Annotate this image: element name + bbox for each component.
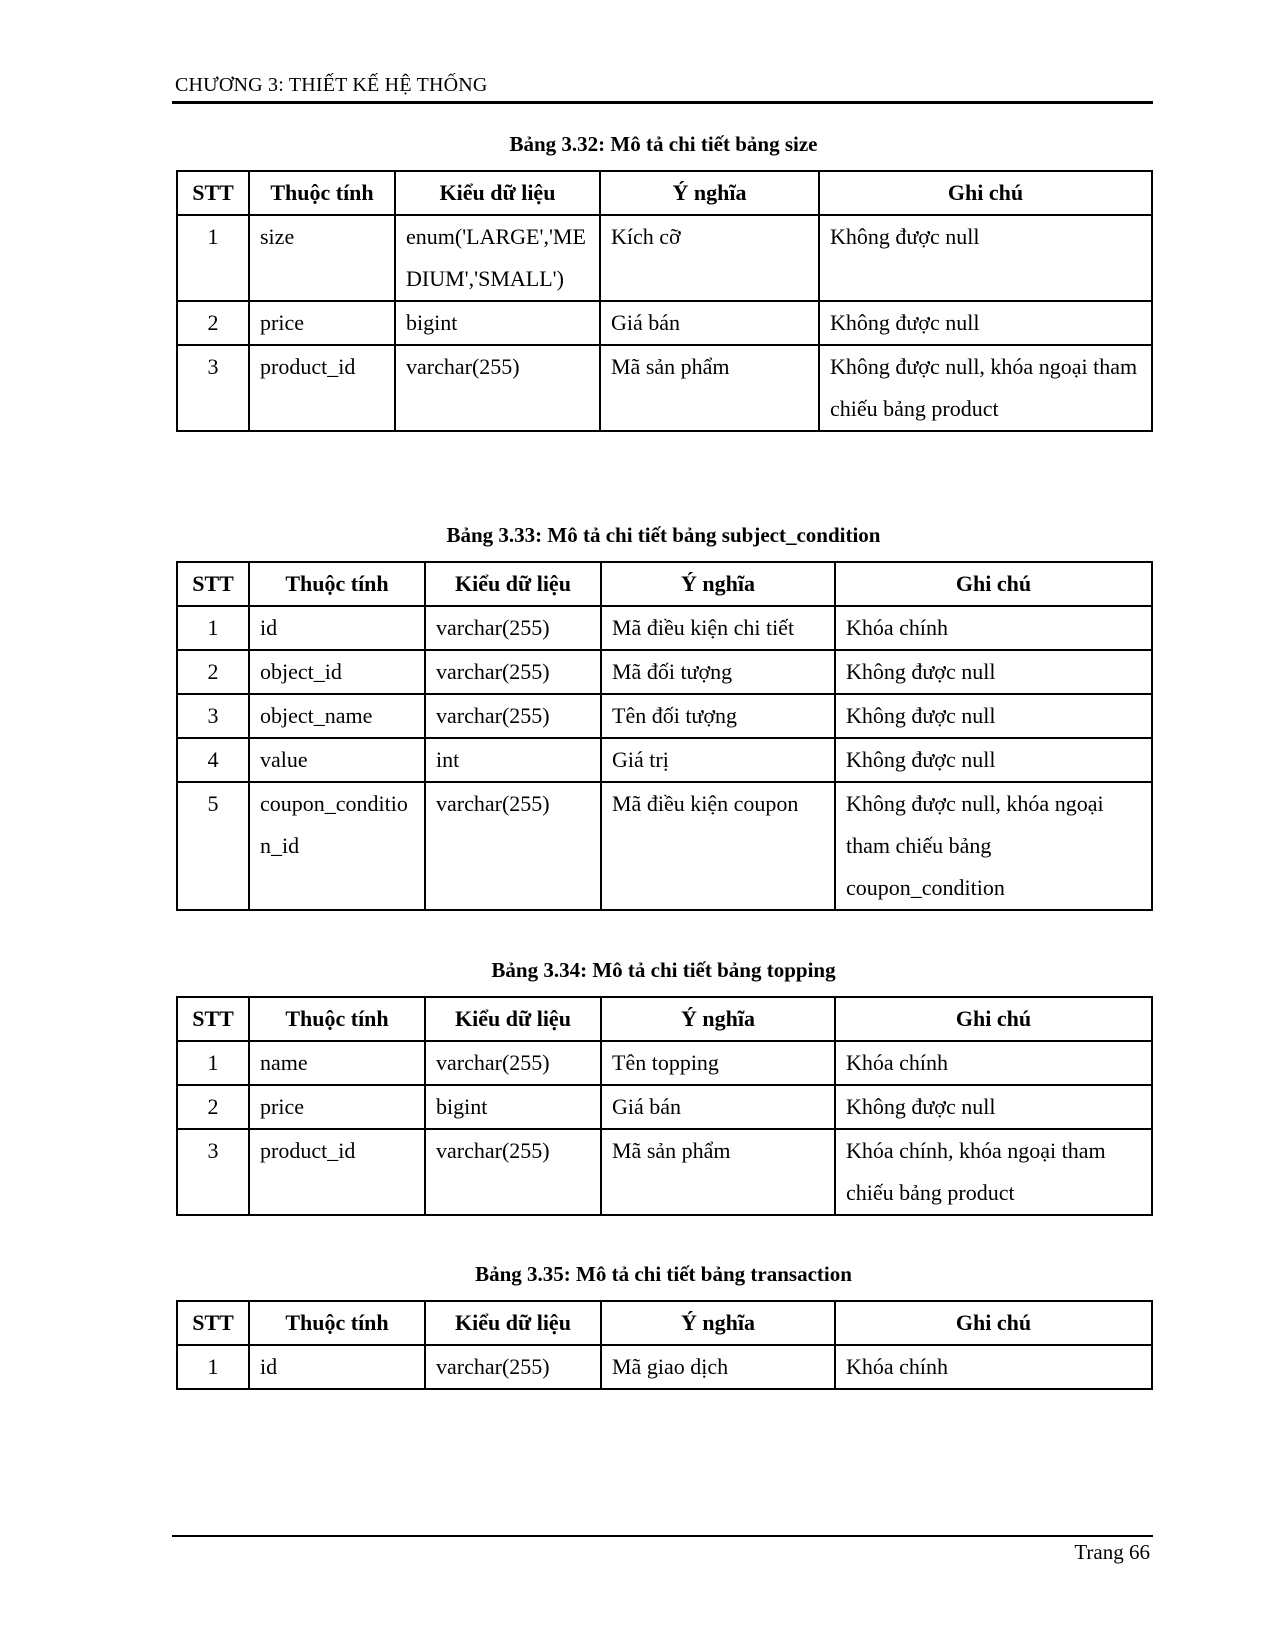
cell-note: Khóa chính: [835, 1041, 1152, 1085]
table-row: [177, 301, 1152, 345]
cell-note: Khóa chính: [835, 606, 1152, 650]
table-row: [177, 1129, 1152, 1215]
cell-note: Không được null: [835, 738, 1152, 782]
header-note: Ghi chú: [835, 562, 1152, 606]
table-row: [177, 738, 1152, 782]
table-caption: Bảng 3.34: Mô tả chi tiết bảng topping: [491, 958, 836, 982]
cell-meaning: Giá trị: [601, 738, 835, 782]
cell-data-type: varchar(255): [425, 1129, 601, 1215]
cell-stt: 1: [177, 215, 249, 301]
cell-note: Không được null: [835, 650, 1152, 694]
header-attribute: Thuộc tính: [249, 562, 425, 606]
cell-data-type: varchar(255): [425, 1041, 601, 1085]
table-header-row: [177, 997, 1152, 1041]
cell-attribute: value: [249, 738, 425, 782]
header-attribute: Thuộc tính: [249, 1301, 425, 1345]
header-data-type: Kiểu dữ liệu: [425, 562, 601, 606]
cell-data-type: enum('LARGE','MEDIUM','SMALL'): [395, 215, 600, 301]
table-row: [177, 782, 1152, 910]
header-stt: STT: [177, 171, 249, 215]
cell-data-type: bigint: [425, 1085, 601, 1129]
cell-note: Không được null: [819, 215, 1152, 301]
cell-meaning: Giá bán: [601, 1085, 835, 1129]
cell-stt: 5: [177, 782, 249, 910]
table-caption: Bảng 3.33: Mô tả chi tiết bảng subject_condition: [446, 523, 881, 547]
cell-attribute: object_name: [249, 694, 425, 738]
cell-meaning: Mã điều kiện coupon: [601, 782, 835, 910]
cell-note: Khóa chính, khóa ngoại tham chiếu bảng product: [835, 1129, 1152, 1215]
table-row: [177, 1085, 1152, 1129]
cell-data-type: varchar(255): [425, 606, 601, 650]
header-data-type: Kiểu dữ liệu: [395, 171, 600, 215]
cell-attribute: price: [249, 1085, 425, 1129]
cell-meaning: Tên đối tượng: [601, 694, 835, 738]
cell-stt: 2: [177, 650, 249, 694]
cell-attribute: id: [249, 606, 425, 650]
cell-attribute: product_id: [249, 1129, 425, 1215]
cell-stt: 3: [177, 345, 249, 431]
table-header-row: [177, 562, 1152, 606]
cell-data-type: varchar(255): [395, 345, 600, 431]
header-note: Ghi chú: [835, 1301, 1152, 1345]
cell-meaning: Mã điều kiện chi tiết: [601, 606, 835, 650]
cell-note: Không được null, khóa ngoại tham chiếu bảng product: [819, 345, 1152, 431]
cell-meaning: Tên topping: [601, 1041, 835, 1085]
table-row: [177, 215, 1152, 301]
subject-condition-table: [176, 561, 1153, 911]
table-caption: Bảng 3.35: Mô tả chi tiết bảng transaction: [475, 1262, 852, 1286]
cell-stt: 1: [177, 1345, 249, 1389]
cell-meaning: Giá bán: [600, 301, 819, 345]
header-stt: STT: [177, 997, 249, 1041]
table-row: [177, 606, 1152, 650]
table-header-row: [177, 171, 1152, 215]
cell-attribute: product_id: [249, 345, 395, 431]
table-row: [177, 345, 1152, 431]
cell-note: Không được null: [835, 1085, 1152, 1129]
cell-data-type: varchar(255): [425, 1345, 601, 1389]
cell-note: Không được null: [819, 301, 1152, 345]
table-row: [177, 650, 1152, 694]
cell-attribute: size: [249, 215, 395, 301]
cell-data-type: varchar(255): [425, 650, 601, 694]
header-meaning: Ý nghĩa: [600, 171, 819, 215]
cell-note: Không được null, khóa ngoại tham chiếu bảng coupon_condition: [835, 782, 1152, 910]
chapter-header: CHƯƠNG 3: THIẾT KẾ HỆ THỐNG: [175, 74, 488, 96]
topping-table: [176, 996, 1153, 1216]
header-stt: STT: [177, 1301, 249, 1345]
transaction-table: [176, 1300, 1153, 1390]
cell-meaning: Mã sản phẩm: [600, 345, 819, 431]
cell-meaning: Mã sản phẩm: [601, 1129, 835, 1215]
cell-stt: 2: [177, 301, 249, 345]
cell-attribute: price: [249, 301, 395, 345]
header-attribute: Thuộc tính: [249, 171, 395, 215]
cell-data-type: int: [425, 738, 601, 782]
cell-stt: 2: [177, 1085, 249, 1129]
cell-note: Không được null: [835, 694, 1152, 738]
size-table: [176, 170, 1153, 432]
cell-stt: 3: [177, 694, 249, 738]
header-meaning: Ý nghĩa: [601, 562, 835, 606]
header-note: Ghi chú: [819, 171, 1152, 215]
header-attribute: Thuộc tính: [249, 997, 425, 1041]
cell-attribute: object_id: [249, 650, 425, 694]
table-row: [177, 1345, 1152, 1389]
cell-attribute: coupon_condition_id: [249, 782, 425, 910]
cell-data-type: bigint: [395, 301, 600, 345]
footer-rule: [172, 1535, 1153, 1537]
table-caption: Bảng 3.32: Mô tả chi tiết bảng size: [509, 132, 818, 156]
cell-meaning: Kích cỡ: [600, 215, 819, 301]
page-number: Trang 66: [1074, 1540, 1150, 1564]
cell-meaning: Mã giao dịch: [601, 1345, 835, 1389]
header-data-type: Kiểu dữ liệu: [425, 997, 601, 1041]
cell-stt: 1: [177, 1041, 249, 1085]
cell-meaning: Mã đối tượng: [601, 650, 835, 694]
header-meaning: Ý nghĩa: [601, 997, 835, 1041]
header-rule: [172, 101, 1153, 104]
cell-stt: 4: [177, 738, 249, 782]
cell-data-type: varchar(255): [425, 694, 601, 738]
cell-attribute: id: [249, 1345, 425, 1389]
cell-attribute: name: [249, 1041, 425, 1085]
header-data-type: Kiểu dữ liệu: [425, 1301, 601, 1345]
table-row: [177, 1041, 1152, 1085]
header-note: Ghi chú: [835, 997, 1152, 1041]
cell-stt: 3: [177, 1129, 249, 1215]
cell-note: Khóa chính: [835, 1345, 1152, 1389]
header-meaning: Ý nghĩa: [601, 1301, 835, 1345]
header-stt: STT: [177, 562, 249, 606]
cell-stt: 1: [177, 606, 249, 650]
table-row: [177, 694, 1152, 738]
cell-data-type: varchar(255): [425, 782, 601, 910]
table-header-row: [177, 1301, 1152, 1345]
